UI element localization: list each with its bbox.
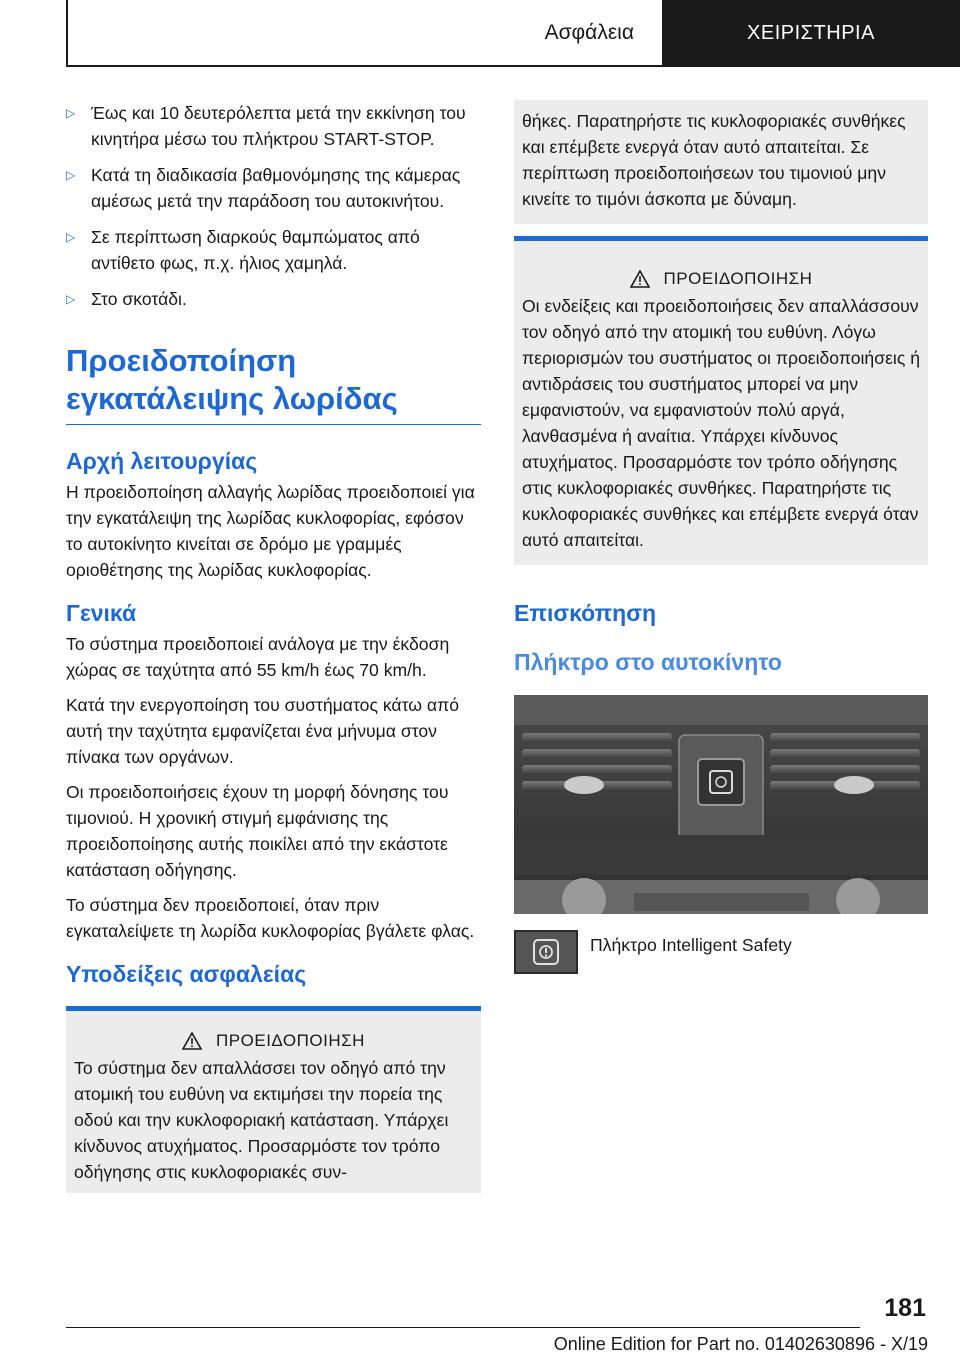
dashboard-photo-image [514, 695, 928, 914]
list-item: ▷ Έως και 10 δευτερόλεπτα μετά την εκκίνηση του κινητήρα μέσω του πλήκτρου START-STOP. [66, 100, 481, 152]
triangle-bullet-icon: ▷ [66, 106, 76, 120]
intelligent-safety-glyph-icon [530, 937, 562, 967]
warning-label: ΠΡΟΕΙΔΟΠΟΙΗΣΗ [216, 1031, 365, 1050]
left-column [66, 100, 481, 1193]
dashboard-photo [514, 695, 928, 914]
warning-text: Το σύστημα δεν απαλλάσσει τον οδηγό από την ατομική του ευθύνη να εκτιμήσει την πορεία της οδού και την κυκλοφοριακή κατάσταση. Υπάρχει κίνδυνος ατυχήματος. Προσαρμόστε τον τρόπο οδήγησης στις κυκλοφοριακές συν- [74, 1058, 449, 1182]
intelligent-safety-button-icon [514, 930, 578, 974]
title-rule [66, 424, 481, 425]
general-paragraph: Το σύστημα δεν προειδοποιεί, όταν πριν εγκαταλείψετε τη λωρίδα κυκλοφορίας βγάλετε φλας. [66, 895, 475, 941]
legend-row [514, 930, 928, 974]
legend-text: Πλήκτρο Intelligent Safety [590, 935, 792, 955]
general-heading: Γενικά [66, 600, 137, 626]
triangle-bullet-icon: ▷ [66, 230, 76, 244]
triangle-bullet-icon: ▷ [66, 292, 76, 306]
page-title: Προειδοποίηση εγκατάλειψης λωρίδας [66, 343, 398, 416]
footer-edition: Online Edition for Part no. 01402630896 - X/19 [553, 1334, 928, 1354]
header-section-title: Ασφάλεια [544, 20, 634, 44]
warning-header [74, 1031, 473, 1051]
general-paragraph: Οι προειδοποιήσεις έχουν τη μορφή δόνησης του τιμονιού. Η χρονική στιγμή εμφάνισης της προειδοποίησης αυτής ποικίλει από την εκάστοτε κατάσταση οδήγησης. [66, 782, 449, 880]
warning-text: θήκες. Παρατηρήστε τις κυκλοφοριακές συνθήκες και επέμβετε ενεργά όταν αυτό απαιτείται. Σε περίπτωση προειδοποιήσεων του τιμονιού μην κινείτε το τιμόνι άσκοπα με δύναμη. [522, 111, 906, 209]
general-paragraph: Το σύστημα προειδοποιεί ανάλογα με την έκδοση χώρας σε ταχύτητα από 55 km/h έως 70 km/h. [66, 634, 450, 680]
general-paragraph: Κατά την ενεργοποίηση του συστήματος κάτω από αυτή την ταχύτητα εμφανίζεται ένα μήνυμα στον πίνακα των οργάνων. [66, 695, 459, 767]
header-chapter-tab: ΧΕΙΡΙΣΤΗΡΙΑ [662, 0, 960, 67]
triangle-bullet-icon: ▷ [66, 168, 76, 182]
list-item: ▷ Σε περίπτωση διαρκούς θαμπώματος από αντίθετο φως, π.χ. ήλιος χαμηλά. [66, 224, 481, 276]
page-number: 181 [884, 1294, 926, 1322]
safety-heading: Υποδείξεις ασφαλείας [66, 961, 307, 987]
warning-header [522, 269, 920, 289]
list-item: ▷ Στο σκοτάδι. [66, 286, 481, 312]
warning-box-continued [514, 100, 928, 224]
right-column [514, 100, 928, 974]
warning-text: Οι ενδείξεις και προειδοποιήσεις δεν απαλλάσσουν τον οδηγό από την ατομική του ευθύνη. Λόγω περιορισμών του συστήματος οι προειδοποιήσεις ή αντιδράσεις του συστήματος μπορεί να μην εμφανιστούν, να εμφανιστούν πολύ αργά, λανθασμένα ή αναίτια. Υπάρχει κίνδυνος ατυχήματος. Προσαρμόστε τον τρόπο οδήγησης στις κυκλοφοριακές συνθήκες. Παρατηρήστε τις κυκλοφοριακές συνθήκες και επέμβετε ενεργά όταν αυτό απαιτείται. [522, 296, 920, 550]
warning-label: ΠΡΟΕΙΔΟΠΟΙΗΣΗ [663, 269, 813, 288]
warning-triangle-icon [182, 1032, 202, 1050]
condition-list [66, 100, 481, 312]
warning-triangle-icon [630, 270, 650, 288]
principle-text: Η προειδοποίηση αλλαγής λωρίδας προειδοποιεί για την εγκατάλειψη της λωρίδας κυκλοφορίας, εφόσον το αυτοκίνητο κινείται σε δρόμο με γραμμές οριοθέτησης της λωρίδας κυκλοφορίας. [66, 482, 475, 580]
warning-box [66, 1011, 481, 1193]
button-heading: Πλήκτρο στο αυτοκίνητο [514, 649, 782, 675]
principle-heading: Αρχή λειτουργίας [66, 448, 258, 474]
footer-rule [66, 1327, 860, 1328]
list-item: ▷ Κατά τη διαδικασία βαθμονόμησης της κάμερας αμέσως μετά την παράδοση του αυτοκινήτου. [66, 162, 481, 214]
warning-box [514, 241, 928, 565]
overview-heading: Επισκόπηση [514, 600, 656, 626]
